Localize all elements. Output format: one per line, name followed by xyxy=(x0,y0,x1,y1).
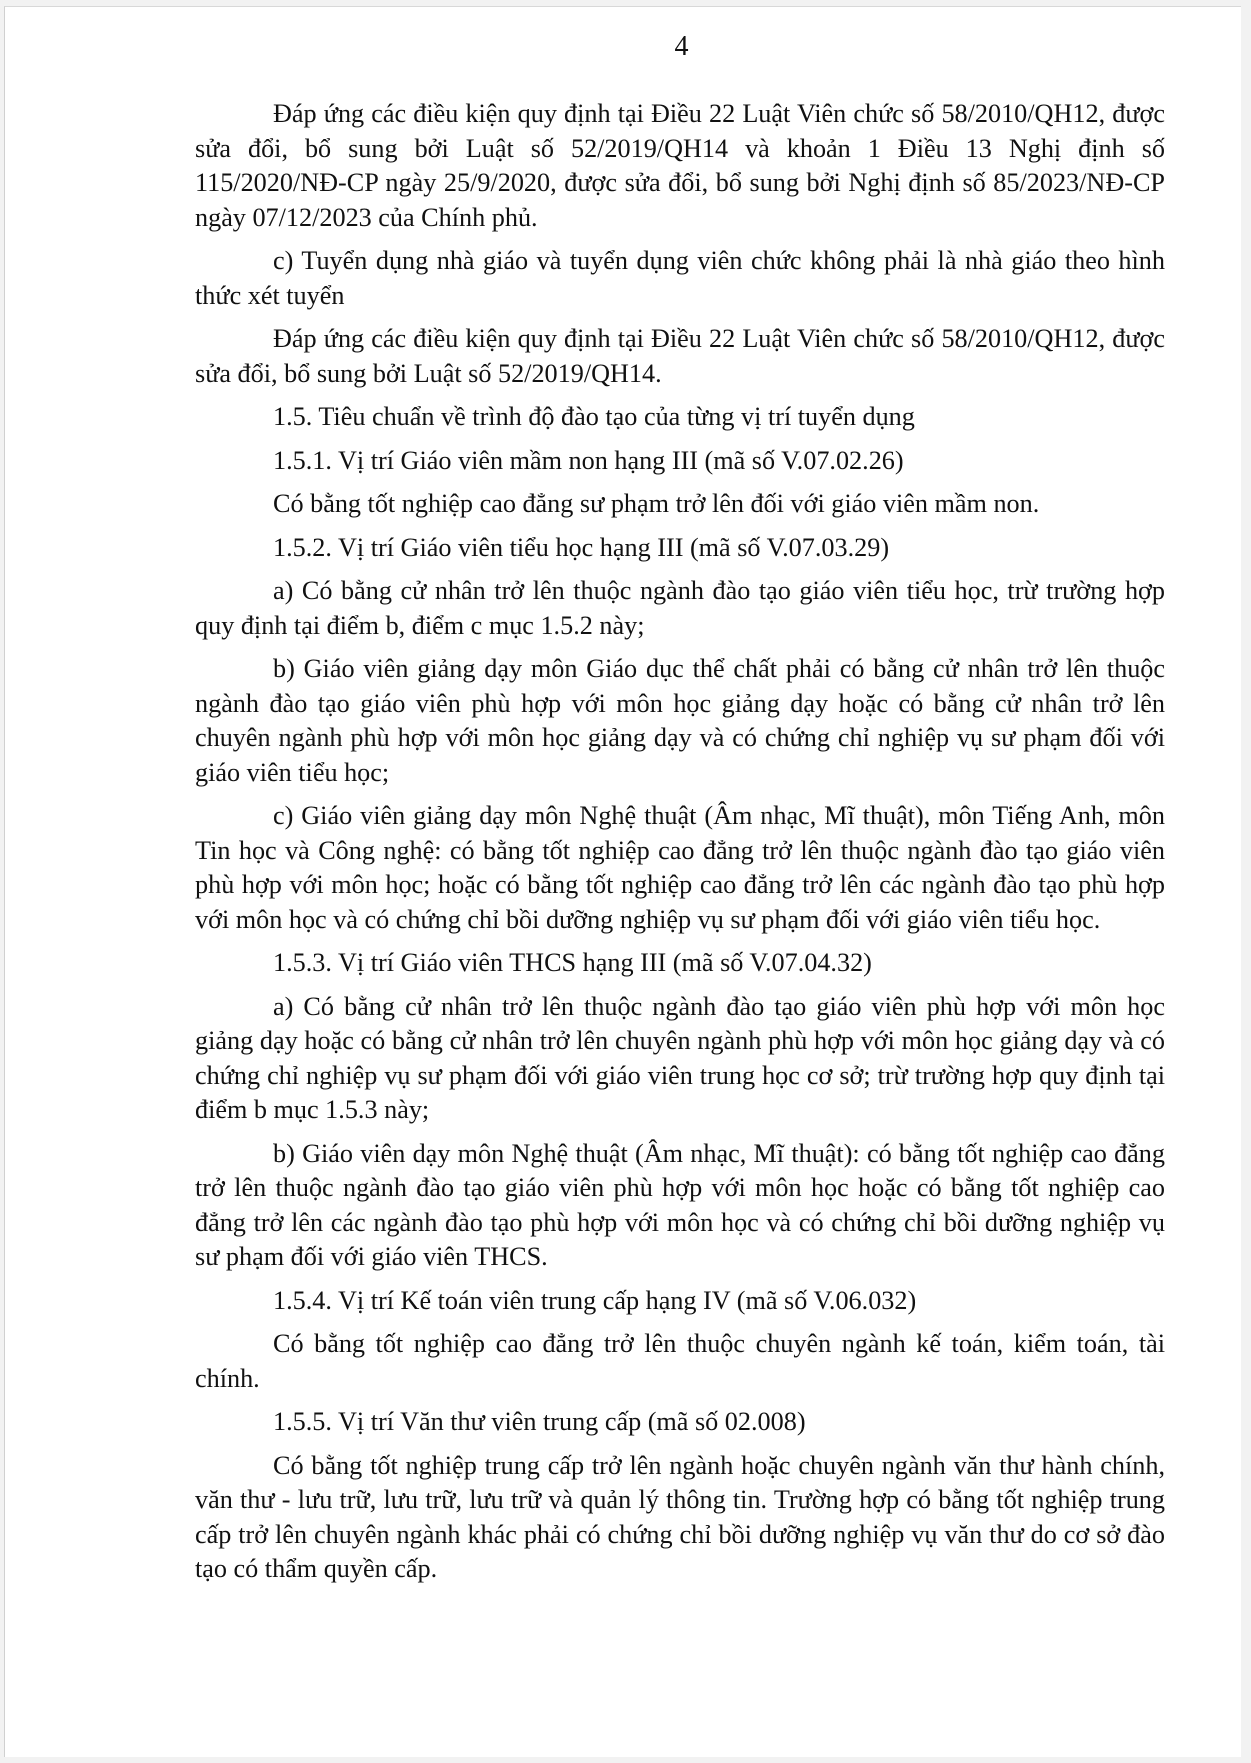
page-number: 4 xyxy=(674,31,689,62)
paragraph: c) Giáo viên giảng dạy môn Nghệ thuật (Âm nhạc, Mĩ thuật), môn Tiếng Anh, môn Tin học và Công nghệ: có bằng tốt nghiệp cao đẳng trở lên thuộc ngành đào tạo giáo viên phù hợp với môn học; hoặc có bằng tốt nghiệp cao đẳng trở lên các ngành đào tạo phù hợp với môn học và có chứng chỉ bồi dưỡng nghiệp vụ sư phạm đối với giáo viên tiểu học. xyxy=(195,801,1165,934)
document-page xyxy=(4,6,1241,1757)
paragraph: a) Có bằng cử nhân trở lên thuộc ngành đào tạo giáo viên tiểu học, trừ trường hợp quy định tại điểm b, điểm c mục 1.5.2 này; xyxy=(195,576,1165,640)
paragraph: Đáp ứng các điều kiện quy định tại Điều 22 Luật Viên chức số 58/2010/QH12, được sửa đổi, bổ sung bởi Luật số 52/2019/QH14. xyxy=(195,324,1165,388)
paragraph: Có bằng tốt nghiệp cao đẳng trở lên thuộc chuyên ngành kế toán, kiểm toán, tài chính. xyxy=(195,1329,1165,1393)
paragraph: b) Giáo viên giảng dạy môn Giáo dục thể chất phải có bằng cử nhân trở lên thuộc ngành đào tạo giáo viên phù hợp với môn học giảng dạy hoặc có bằng cử nhân trở lên chuyên ngành phù hợp với môn học giảng dạy và có chứng chỉ nghiệp vụ sư phạm đối với giáo viên tiểu học; xyxy=(195,654,1165,787)
document-body xyxy=(195,97,1165,1596)
section-heading: 1.5. Tiêu chuẩn về trình độ đào tạo của từng vị trí tuyển dụng xyxy=(273,402,915,431)
section-heading: 1.5.1. Vị trí Giáo viên mầm non hạng III (mã số V.07.02.26) xyxy=(273,445,904,475)
section-heading: 1.5.3. Vị trí Giáo viên THCS hạng III (mã số V.07.04.32) xyxy=(273,948,872,977)
paragraph: c) Tuyển dụng nhà giáo và tuyển dụng viên chức không phải là nhà giáo theo hình thức xét tuyển xyxy=(195,246,1165,310)
paragraph: b) Giáo viên dạy môn Nghệ thuật (Âm nhạc, Mĩ thuật): có bằng tốt nghiệp cao đẳng trở lên thuộc ngành đào tạo giáo viên phù hợp với môn học hoặc có bằng tốt nghiệp cao đẳng trở lên các ngành đào tạo phù hợp với môn học và có chứng chỉ bồi dưỡng nghiệp vụ sư phạm đối với giáo viên THCS. xyxy=(195,1138,1165,1271)
paragraph: a) Có bằng cử nhân trở lên thuộc ngành đào tạo giáo viên phù hợp với môn học giảng dạy hoặc có bằng cử nhân trở lên chuyên ngành phù hợp với môn học giảng dạy và có chứng chỉ nghiệp vụ sư phạm đối với giáo viên trung học cơ sở; trừ trường hợp quy định tại điểm b mục 1.5.3 này; xyxy=(195,991,1165,1124)
paragraph: Đáp ứng các điều kiện quy định tại Điều 22 Luật Viên chức số 58/2010/QH12, được sửa đổi, bổ sung bởi Luật số 52/2019/QH14 và khoản 1 Điều 13 Nghị định số 115/2020/NĐ-CP ngày 25/9/2020, được sửa đổi, bổ sung bởi Nghị định số 85/2023/NĐ-CP ngày 07/12/2023 của Chính phủ. xyxy=(195,99,1165,232)
section-heading: 1.5.2. Vị trí Giáo viên tiểu học hạng III (mã số V.07.03.29) xyxy=(273,532,890,562)
section-heading: 1.5.5. Vị trí Văn thư viên trung cấp (mã số 02.008) xyxy=(273,1407,806,1436)
paragraph: Có bằng tốt nghiệp cao đẳng sư phạm trở lên đối với giáo viên mầm non. xyxy=(273,489,1040,518)
paragraph: Có bằng tốt nghiệp trung cấp trở lên ngành hoặc chuyên ngành văn thư hành chính, văn thư - lưu trữ, lưu trữ, lưu trữ và quản lý thông tin. Trường hợp có bằng tốt nghiệp trung cấp trở lên chuyên ngành khác phải có chứng chỉ bồi dưỡng nghiệp vụ văn thư do cơ sở đào tạo có thẩm quyền cấp. xyxy=(195,1450,1165,1583)
section-heading: 1.5.4. Vị trí Kế toán viên trung cấp hạng IV (mã số V.06.032) xyxy=(273,1285,917,1315)
